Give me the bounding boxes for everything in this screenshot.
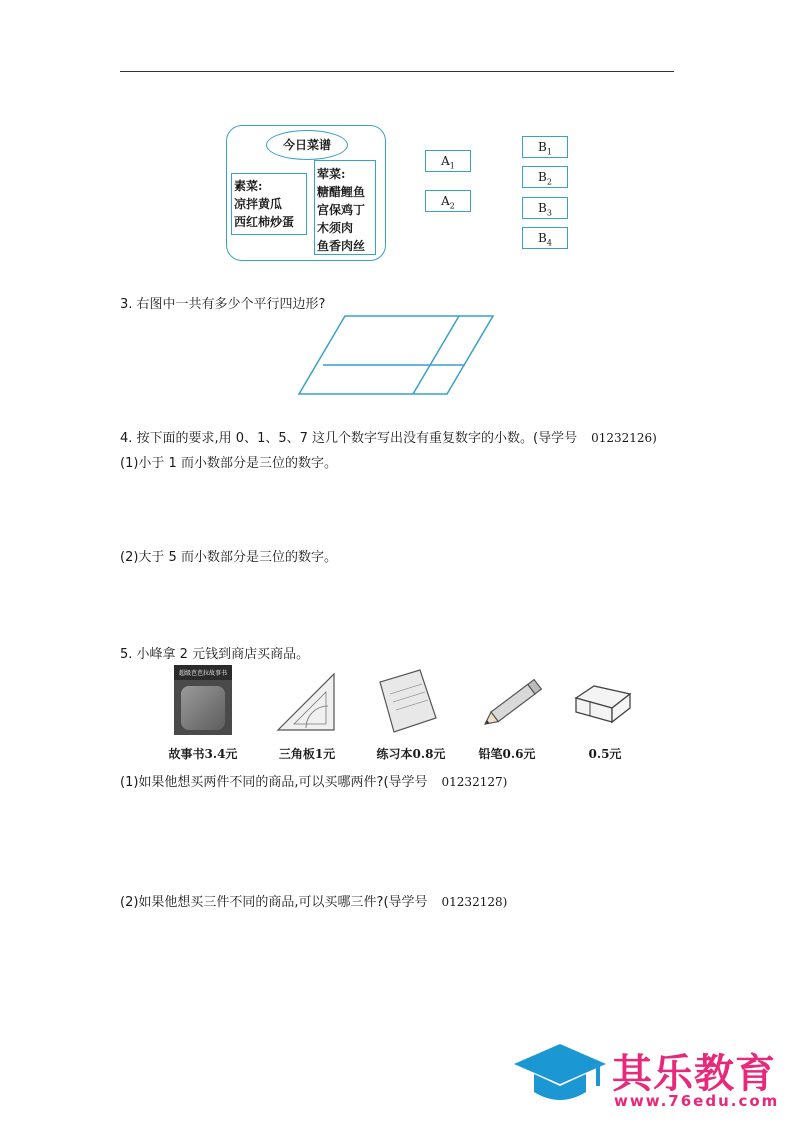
- veg-heading: 素菜:: [234, 179, 263, 193]
- pencil-icon: [476, 674, 550, 732]
- meat-heading: 荤菜:: [317, 167, 346, 181]
- q3-text: 3. 右图中一共有多少个平行四边形?: [120, 297, 326, 312]
- pencil-caption: 铅笔0.6元: [478, 747, 536, 761]
- meat-item: 糖醋鲤鱼: [317, 185, 366, 199]
- exercise-book-caption: 练习本0.8元: [376, 747, 446, 761]
- storybook-icon: [174, 665, 232, 735]
- box-a1: $A_1$: [425, 150, 471, 172]
- parallelogram-figure: [295, 312, 497, 398]
- meat-item: 木须肉: [317, 221, 354, 235]
- logo-url: www.76edu.com: [614, 1092, 780, 1110]
- box-b2: $B_2$: [522, 166, 568, 188]
- veg-item: 凉拌黄瓜: [234, 197, 283, 211]
- set-square-icon: [276, 672, 340, 734]
- box-a2: $A_2$: [425, 190, 471, 212]
- box-b4: $B_4$: [522, 227, 568, 249]
- set-square-caption: 三角板1元: [278, 747, 336, 761]
- menu-title: 今日菜谱: [266, 130, 348, 160]
- meat-item: 鱼香肉丝: [317, 239, 366, 253]
- eraser-caption: 0.5元: [588, 747, 622, 761]
- storybook-cover-title: 超级芭芭拉故事书: [174, 665, 232, 680]
- graduation-cap-icon: [510, 1038, 610, 1110]
- q4-text: 4. 按下面的要求,用 0、1、5、7 这几个数字写出没有重复数字的小数。(导学号 01232126): [120, 431, 657, 446]
- q5-sub2: (2)如果他想买三件不同的商品,可以买哪三件?(导学号 01232128): [120, 895, 508, 910]
- veg-item: 西红柿炒蛋: [234, 215, 295, 229]
- meat-box: [314, 160, 376, 255]
- eraser-icon: [572, 682, 634, 726]
- q4-sub1: (1)小于 1 而小数部分是三位的数字。: [120, 456, 337, 471]
- box-b3: $B_3$: [522, 197, 568, 219]
- q4-sub2: (2)大于 5 而小数部分是三位的数字。: [120, 550, 337, 565]
- logo-name: 其乐教育: [612, 1051, 776, 1097]
- storybook-caption: 故事书3.4元: [168, 747, 238, 761]
- q5-sub1: (1)如果他想买两件不同的商品,可以买哪两件?(导学号 01232127): [120, 775, 508, 790]
- meat-item: 宫保鸡丁: [317, 203, 366, 217]
- veg-box: [231, 173, 307, 235]
- header-rule: [120, 71, 674, 72]
- q5-text: 5. 小峰拿 2 元钱到商店买商品。: [120, 647, 310, 662]
- exercise-book-icon: [372, 668, 442, 734]
- box-b1: $B_1$: [522, 136, 568, 158]
